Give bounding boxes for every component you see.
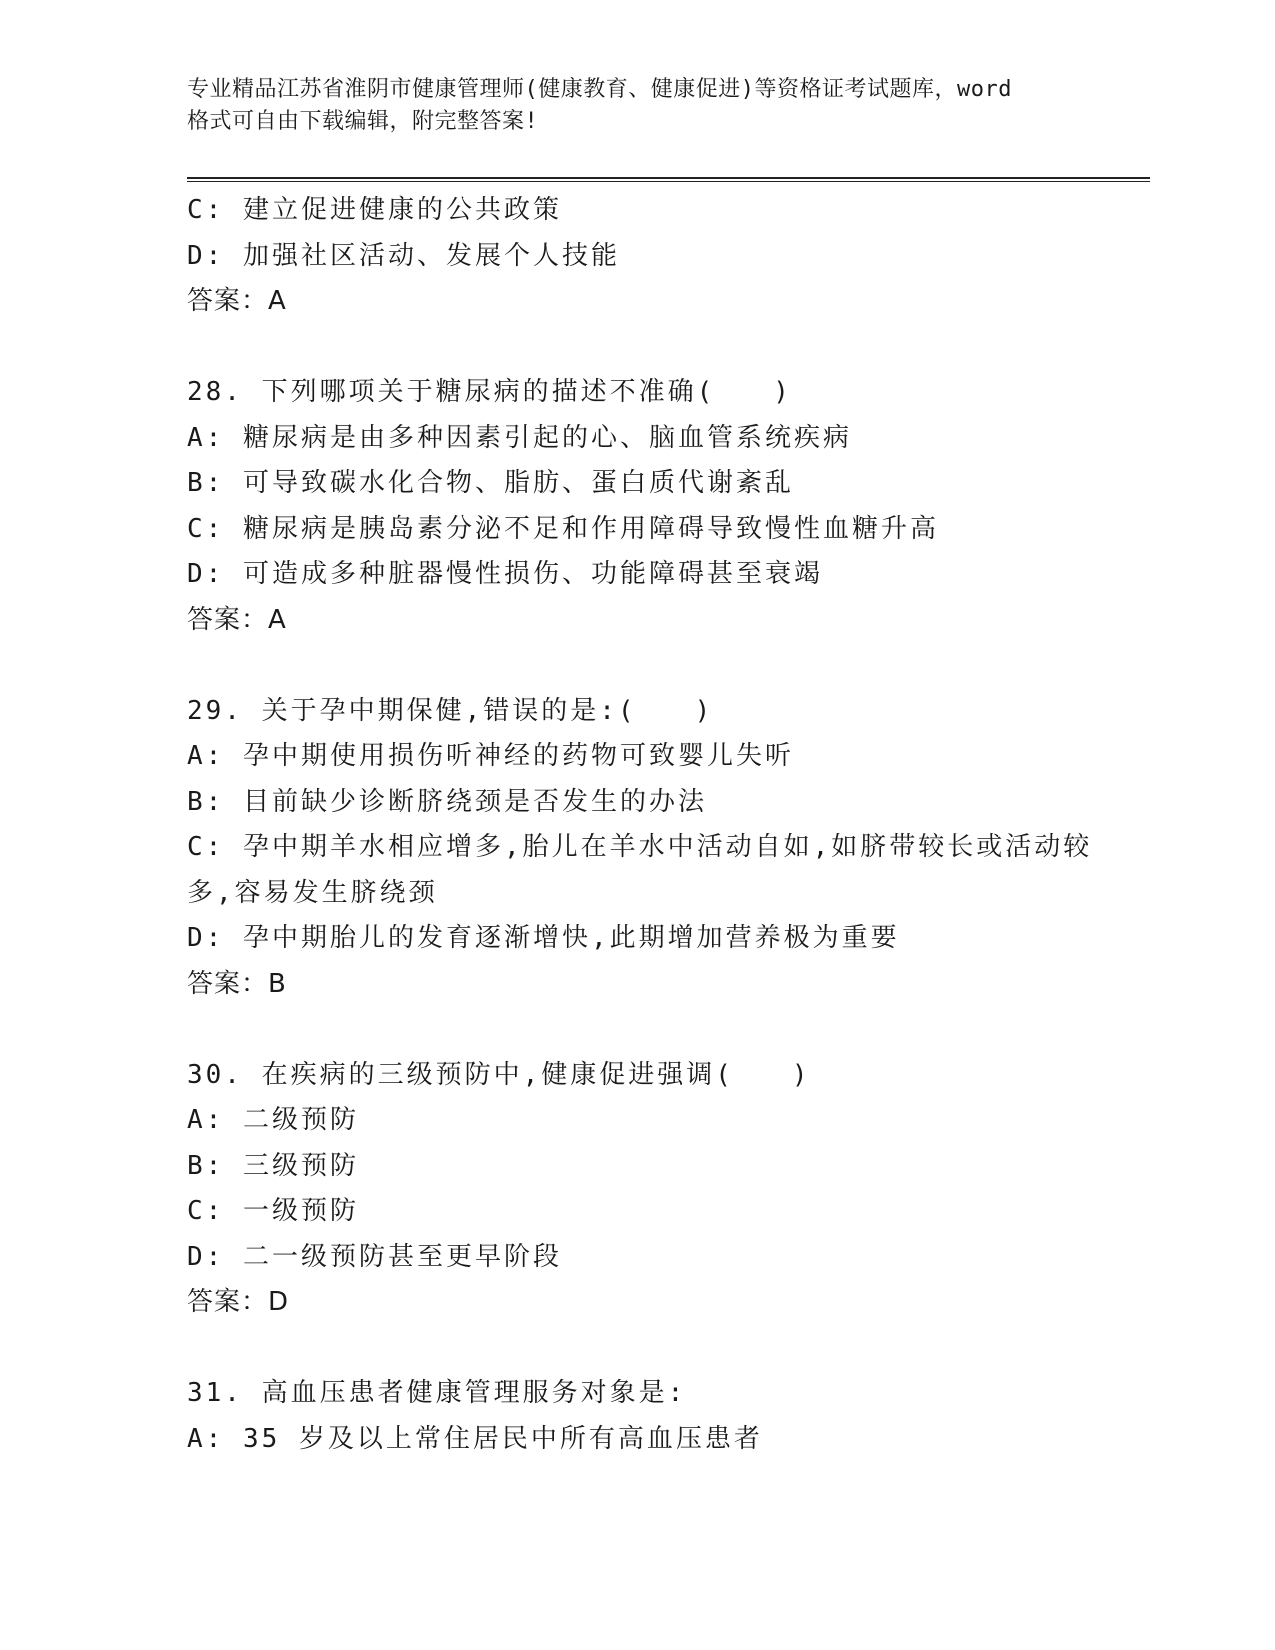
option-d: D: 加强社区活动、发展个人技能 (187, 240, 620, 271)
question-stem: 30. 在疾病的三级预防中,健康促进强调( ) (187, 1059, 811, 1090)
answer-line: 答案：D (187, 1287, 290, 1317)
answer-line: 答案：A (187, 604, 287, 635)
question-30 (187, 1053, 1087, 1326)
spacer (187, 643, 1087, 689)
option-a: A: 35 岁及以上常住居民中所有高血压患者 (187, 1423, 763, 1454)
document-header (187, 74, 1087, 138)
option-a: A: 糖尿病是由多种因素引起的心、脑血管系统疾病 (187, 422, 852, 453)
option-c: C: 一级预防 (187, 1196, 359, 1226)
option-b: B: 目前缺少诊断脐绕颈是否发生的办法 (187, 786, 707, 817)
option-c: C: 孕中期羊水相应增多,胎儿在羊水中活动自如,如脐带较长或活动较 (187, 832, 1093, 862)
option-a: A: 二级预防 (187, 1105, 359, 1135)
spacer (187, 1326, 1087, 1372)
header-line-1: 专业精品江苏省淮阴市健康管理师(健康教育、健康促进)等资格证考试题库，word (187, 77, 1012, 102)
header-divider (187, 177, 1150, 182)
question-stem: 31. 高血压患者健康管理服务对象是: (187, 1378, 687, 1408)
option-c-continued: 多,容易发生脐绕颈 (187, 877, 438, 908)
question-27-continued (187, 188, 1087, 325)
option-b: B: 三级预防 (187, 1150, 359, 1181)
spacer (187, 325, 1087, 371)
answer-line: 答案：B (187, 968, 287, 999)
option-d: D: 孕中期胎儿的发育逐渐增快,此期增加营养极为重要 (187, 923, 900, 953)
question-29 (187, 689, 1093, 1008)
question-31 (187, 1371, 1087, 1462)
question-list (187, 188, 1093, 1462)
question-stem: 29. 关于孕中期保健,错误的是:( ) (187, 695, 714, 726)
header-line-2: 格式可自由下载编辑，附完整答案! (187, 109, 539, 134)
answer-line: 答案：A (187, 286, 287, 316)
option-d: D: 二一级预防甚至更早阶段 (187, 1241, 562, 1272)
option-c: C: 建立促进健康的公共政策 (187, 195, 562, 225)
option-c: C: 糖尿病是胰岛素分泌不足和作用障碍导致慢性血糖升高 (187, 513, 939, 544)
option-b: B: 可导致碳水化合物、脂肪、蛋白质代谢紊乱 (187, 468, 794, 498)
spacer (187, 1007, 1087, 1053)
question-28 (187, 370, 1087, 643)
option-d: D: 可造成多种脏器慢性损伤、功能障碍甚至衰竭 (187, 559, 823, 589)
question-stem: 28. 下列哪项关于糖尿病的描述不准确( ) (187, 377, 792, 407)
option-a: A: 孕中期使用损伤听神经的药物可致婴儿失听 (187, 741, 794, 771)
